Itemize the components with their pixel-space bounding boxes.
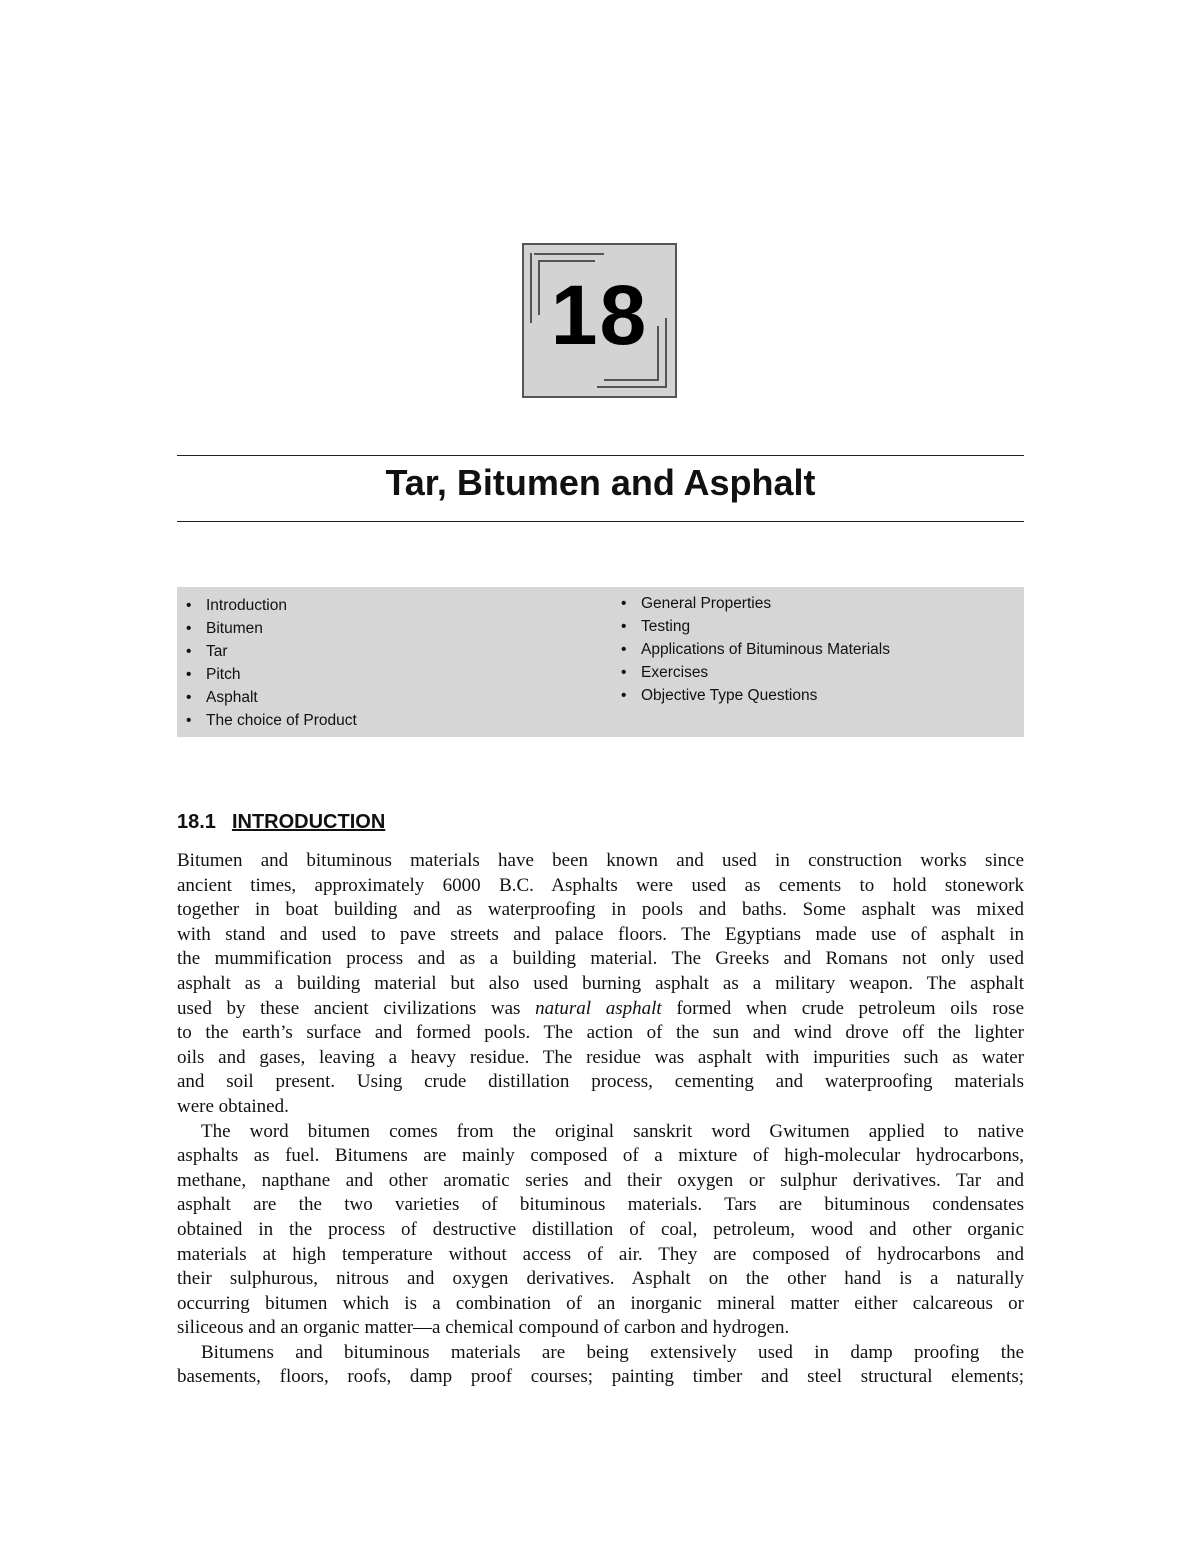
bullet-icon: • [186, 666, 192, 683]
text-line: materials at high temperature without access of air. They are composed of hydrocarbons and [177, 1243, 1024, 1265]
bullet-icon: • [621, 618, 627, 635]
text-line: asphalts as fuel. Bitumens are mainly composed of a mixture of high-molecular hydrocarbons, [177, 1145, 1024, 1167]
text-line: were obtained. [177, 1095, 289, 1117]
bullet-icon: • [621, 641, 627, 658]
bullet-icon: • [186, 712, 192, 729]
contents-item [186, 594, 357, 617]
contents-item [621, 684, 890, 707]
italic-term: natural asphalt [535, 997, 662, 1019]
text-line: obtained in the process of destructive distillation of coal, petroleum, wood and other organic [177, 1218, 1024, 1240]
title-top-rule [177, 455, 1024, 456]
contents-item-label: Asphalt [206, 689, 258, 706]
contents-item-label: The choice of Product [206, 712, 357, 729]
section-number: 18.1 [177, 811, 216, 833]
section-title: INTRODUCTION [231, 811, 386, 833]
bullet-icon: • [186, 620, 192, 637]
text-line: basements, floors, roofs, damp proof courses; painting timber and steel structural elements; [177, 1366, 1024, 1388]
contents-item [621, 638, 890, 661]
contents-item [621, 592, 890, 615]
contents-item-label: Applications of Bituminous Materials [641, 641, 890, 658]
contents-left-column [186, 594, 357, 732]
text-line: The word bitumen comes from the original sanskrit word Gwitumen applied to native [201, 1120, 1024, 1142]
decorative-corner-line [657, 326, 659, 381]
body-text [177, 849, 1024, 1390]
decorative-corner-line [665, 318, 667, 388]
text-line [177, 997, 1024, 1022]
decorative-corner-line [597, 386, 667, 388]
text-line: oils and gases, leaving a heavy residue. The residue was asphalt with impurities such as water [177, 1046, 1024, 1068]
contents-item [186, 640, 357, 663]
title-bottom-rule [177, 521, 1024, 522]
text-line: their sulphurous, nitrous and oxygen derivatives. Asphalt on the other hand is a naturally [177, 1268, 1024, 1290]
contents-item-label: Introduction [206, 597, 287, 614]
decorative-corner-line [540, 260, 595, 262]
text-line: asphalt are the two varieties of bituminous materials. Tars are bituminous condensates [177, 1194, 1024, 1216]
decorative-corner-line [534, 253, 604, 255]
text-line: to the earth’s surface and formed pools. The action of the sun and wind drove off the lighter [177, 1022, 1024, 1044]
bullet-icon: • [621, 595, 627, 612]
text-line: ancient times, approximately 6000 B.C. Asphalts were used as cements to hold stonework [177, 874, 1024, 896]
text-line: together in boat building and as waterproofing in pools and baths. Some asphalt was mixed [177, 899, 1024, 921]
contents-item-label: Pitch [206, 666, 241, 683]
text-line: siliceous and an organic matter—a chemical compound of carbon and hydrogen. [177, 1317, 790, 1339]
text-segment: used by these ancient civilizations was [177, 997, 536, 1019]
chapter-number-box [522, 243, 677, 398]
text-line: Bitumens and bituminous materials are being extensively used in damp proofing the [201, 1341, 1024, 1363]
text-line: Bitumen and bituminous materials have been known and used in construction works since [177, 850, 1024, 871]
decorative-corner-line [604, 379, 659, 381]
chapter-contents-box [177, 587, 1024, 737]
bullet-icon: • [186, 597, 192, 614]
contents-item [186, 663, 357, 686]
chapter-title: Tar, Bitumen and Asphalt [385, 462, 816, 503]
contents-item [186, 709, 357, 732]
text-line: asphalt as a building material but also used burning asphalt as a military weapon. The asphalt [177, 972, 1024, 994]
bullet-icon: • [186, 689, 192, 706]
contents-item-label: Exercises [641, 664, 709, 681]
text-segment: formed when crude petroleum oils rose [661, 997, 1024, 1019]
contents-right-column [621, 592, 890, 707]
contents-item-label: Objective Type Questions [641, 687, 818, 704]
text-line: the mummification process and as a building material. The Greeks and Romans not only used [177, 948, 1024, 970]
text-line: and soil present. Using crude distillation process, cementing and waterproofing materials [177, 1071, 1024, 1093]
text-line: occurring bitumen which is a combination of an inorganic mineral matter either calcareous or [177, 1292, 1024, 1314]
bullet-icon: • [621, 664, 627, 681]
section-heading [177, 811, 385, 834]
text-line: methane, napthane and other aromatic series and their oxygen or sulphur derivatives. Tar and [177, 1169, 1024, 1191]
contents-item-label: Testing [641, 618, 691, 635]
bullet-icon: • [621, 687, 627, 704]
contents-item [186, 686, 357, 709]
chapter-number: 18 [550, 268, 649, 362]
contents-item-label: Bitumen [206, 620, 263, 637]
text-line: with stand and used to pave streets and palace floors. The Egyptians made use of asphalt in [177, 923, 1024, 945]
contents-item-label: Tar [206, 643, 228, 660]
contents-item [621, 615, 890, 638]
contents-item [186, 617, 357, 640]
bullet-icon: • [186, 643, 192, 660]
contents-item [621, 661, 890, 684]
contents-item-label: General Properties [641, 595, 772, 612]
